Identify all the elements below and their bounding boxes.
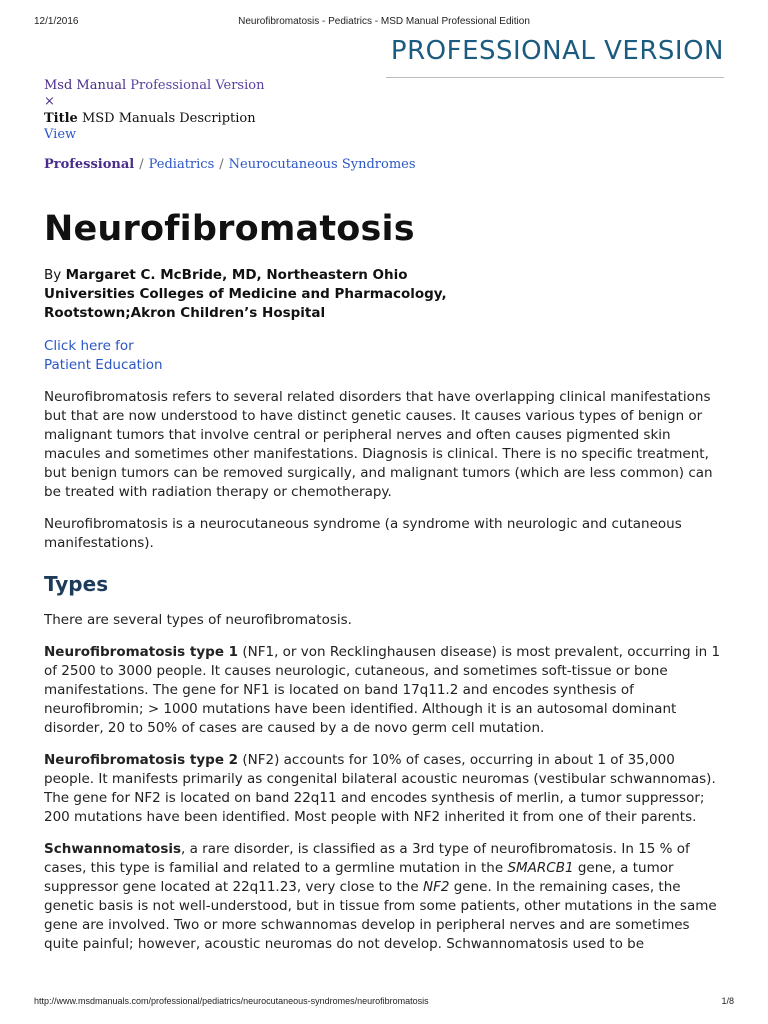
breadcrumb	[44, 156, 724, 174]
title-label: Title	[44, 111, 78, 126]
site-brand-line[interactable]	[44, 77, 724, 94]
print-footer	[34, 996, 734, 1008]
patient-link-line-2[interactable]: Patient Education	[44, 357, 163, 373]
site-title-line	[44, 110, 724, 127]
breadcrumb-separator: /	[139, 157, 144, 172]
print-page-number: 1/8	[721, 996, 734, 1006]
print-doc-title: Neurofibromatosis - Pediatrics - MSD Manual Professional Edition	[238, 16, 530, 27]
schwannomatosis-paragraph	[44, 840, 724, 954]
nf2-paragraph	[44, 751, 724, 827]
print-header	[34, 16, 734, 30]
schwannomatosis-term: Schwannomatosis	[44, 841, 182, 857]
breadcrumb-professional[interactable]: Professional	[44, 157, 135, 172]
close-icon[interactable]: ×	[44, 94, 55, 109]
types-intro: There are several types of neurofibromatosis.	[44, 612, 352, 628]
view-link[interactable]: View	[44, 127, 77, 142]
intro-paragraph: Neurofibromatosis refers to several related disorders that have overlapping clinical manifestations but that are now understood to have distinct genetic causes. It causes various types of benign or malignant tumors that involve central or peripheral nerves and often causes pigmented skin macules and sometimes other manifestations. Diagnosis is clinical. There is no specific treatment, but benign tumors can be removed surgically, and malignant tumors (which are less common) can be treated with radiation therapy or chemotherapy.	[44, 389, 713, 500]
author-byline	[44, 266, 494, 323]
byline-by: By	[44, 267, 62, 283]
nf1-text: (NF1, or von Recklinghausen disease) is most prevalent, occurring in 1 of 2500 to 3000 people. It causes neurologic, cutaneous, and sometimes soft-tissue or bone manifestations. The gene for NF1 is located on band 17q11.2 and encodes synthesis of neurofibromin; > 1000 mutations have been identified. Although it is an autosomal dominant disorder, 20 to 50% of cases are caused by a de novo germ cell mutation.	[44, 644, 721, 736]
professional-version-banner[interactable]: PROFESSIONAL VERSION	[390, 36, 724, 66]
types-heading: Types	[44, 572, 109, 596]
nf1-paragraph	[44, 643, 724, 738]
patient-link-line-1[interactable]: Click here for	[44, 338, 134, 354]
smarcb1-gene: SMARCB1	[507, 860, 574, 876]
nf2-gene: NF2	[422, 879, 450, 895]
breadcrumb-pediatrics[interactable]: Pediatrics	[148, 157, 215, 172]
schwannomatosis-text-2: gene, a tumor suppressor gene located at 22q11.23, very close to the	[44, 860, 674, 895]
professional-version-link[interactable]: Professional Version	[130, 78, 265, 93]
nf1-term: Neurofibromatosis type 1	[44, 644, 239, 660]
breadcrumb-separator: /	[219, 157, 224, 172]
nf2-text: (NF2) accounts for 10% of cases, occurring in about 1 of 35,000 people. It manifests primarily as congenital bilateral acoustic neuromas (vestibular schwannomas). The gene for NF2 is located on band 22q11 and encodes synthesis of merlin, a tumor suppressor; 200 mutations have been identified. Most people with NF2 inherited it from one of their parents.	[44, 752, 716, 825]
nf2-term: Neurofibromatosis type 2	[44, 752, 239, 768]
schwannomatosis-text-1: , a rare disorder, is classified as a 3rd type of neurofibromatosis. In 15 % of cases, this type is familial and related to a germline mutation in the	[44, 841, 690, 876]
msd-manual-link[interactable]: Msd Manual	[44, 78, 127, 93]
print-url: http://www.msdmanuals.com/professional/pediatrics/neurocutaneous-syndromes/neurofibromatosis	[34, 996, 429, 1006]
print-date: 12/1/2016	[34, 16, 79, 27]
author-name: Margaret C. McBride, MD, Northeastern Ohio Universities Colleges of Medicine and Pharmacology, Rootstown;Akron Children’s Hospital	[44, 267, 447, 321]
page-content	[44, 75, 724, 954]
schwannomatosis-text-3: gene. In the remaining cases, the genetic basis is not well-understood, but in tissue from some patients, other mutations in the same gene are involved. Two or more schwannomas develop in peripheral nerves and are sometimes quite painful; however, acoustic neuromas do not develop. Schwannomatosis used to be	[44, 879, 717, 952]
patient-education-link[interactable]	[44, 337, 724, 375]
title-value: MSD Manuals Description	[81, 111, 256, 126]
page-title: Neurofibromatosis	[44, 209, 415, 249]
breadcrumb-neurocutaneous-syndromes[interactable]: Neurocutaneous Syndromes	[228, 157, 416, 172]
intro-paragraph-2: Neurofibromatosis is a neurocutaneous syndrome (a syndrome with neurologic and cutaneous manifestations).	[44, 516, 682, 551]
